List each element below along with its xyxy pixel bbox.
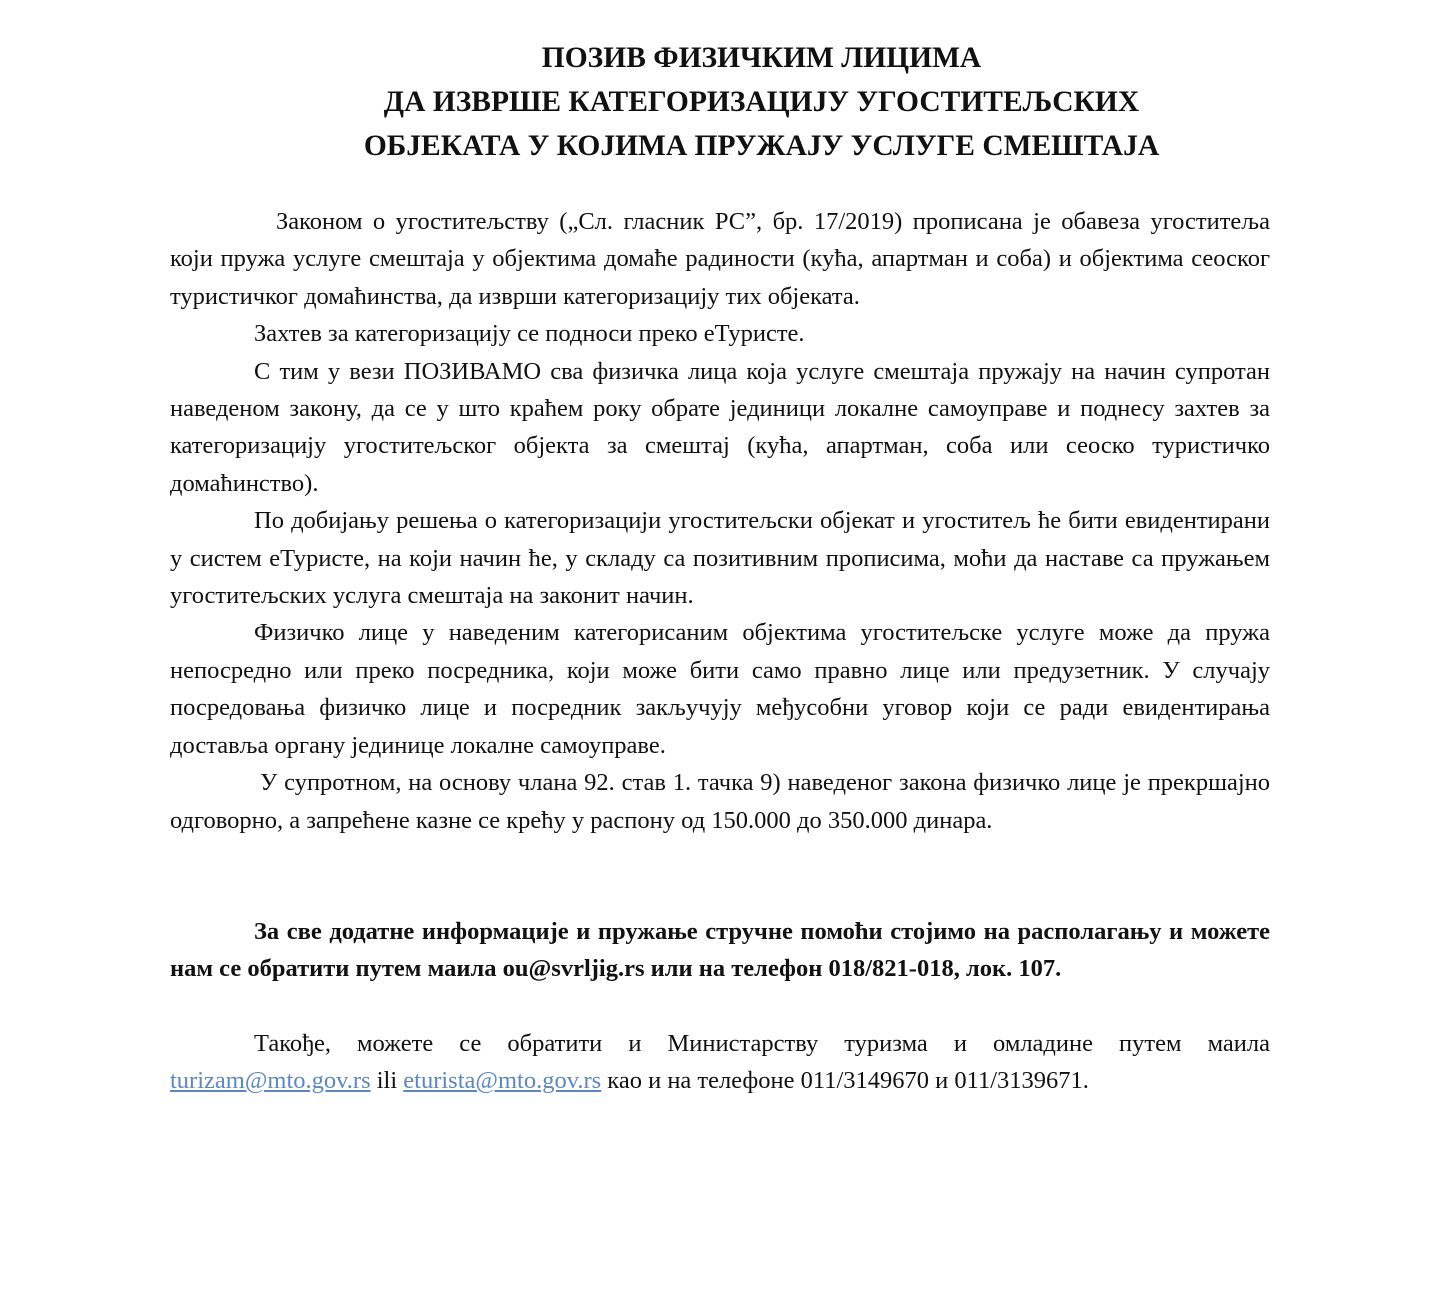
title-line-3: ОБЈЕКАТА У КОЈИМА ПРУЖАЈУ УСЛУГЕ СМЕШТАЈА (363, 130, 1160, 162)
email-link-eturista[interactable]: eturista@mto.gov.rs (403, 1067, 602, 1095)
title-line-1: ПОЗИВ ФИЗИЧКИМ ЛИЦИМА (541, 42, 982, 74)
paragraph-assistance: За све додатне информације и пружање стручне помоћи стојимо на располагању и можете нам се обратити путем маила ou@svrljig.rs или на телефон 018/821-018, лок. 107. (170, 917, 1270, 983)
email-link-turizam[interactable]: turizam@mto.gov.rs (170, 1067, 371, 1095)
paragraph-law: Законом о угоститељству („Сл. гласник РС”, бр. 17/2019) прописана је обавеза угоститеља који пружа услуге смештаја у објектима домаће радиности (кућа, апартман и соба) и објектима сеоског туристичког домаћинства, да изврши категоризацију тих објеката. (170, 208, 1270, 310)
paragraph-penalty: У супротном, на основу члана 92. став 1. тачка 9) наведеног закона физичко лице је прекршајно одговорно, а запрећене казне се крећу у распону од 150.000 до 350.000 динара. (170, 769, 1270, 834)
paragraph-request: Захтев за категоризацију се подноси преко еТуристе. (254, 320, 805, 348)
spacer (170, 988, 1270, 1025)
contact-intro: Такође, можете се обратити и Министарству туризма и омладине путем маила (254, 1029, 1270, 1057)
paragraph-registration: По добијању решења о категоризацији угоститељски објекат и угоститељ ће бити евидентирани у систем еТуристе, на који начин ће, у складу са позитивним прописима, моћи да наставе са пружањем угоститељских услуга смештаја на законит начин. (170, 507, 1270, 610)
paragraph-invitation: С тим у вези ПОЗИВАМО сва физичка лица која услуге смештаја пружају на начин супротан наведеном закону, да се у што краћем року обрате јединици локалне самоуправе и поднесу захтев за категоризацију угоститељског објекта за смештај (кућа, апартман, соба или сеоско туристичко домаћинство). (170, 357, 1270, 497)
paragraph-ministry-contact (170, 1025, 1270, 1100)
spacer (170, 839, 1270, 913)
title-line-2: ДА ИЗВРШЕ КАТЕГОРИЗАЦИЈУ УГОСТИТЕЉСКИХ (383, 86, 1140, 118)
contact-phones: као и на телефоне 011/3149670 и 011/3139671. (601, 1067, 1089, 1095)
document-body (170, 203, 1270, 1100)
paragraph-intermediary: Физичко лице у наведеним категорисаним објектима угоститељске услуге може да пружа непосредно или преко посредника, који може бити само правно лице или предузетник. У случају посредовања физичко лице и посредник закључују међусобни уговор који се ради евидентирања доставља органу јединице локалне самоуправе. (170, 619, 1270, 759)
document-title (170, 36, 1353, 168)
contact-separator: ili (370, 1067, 404, 1095)
